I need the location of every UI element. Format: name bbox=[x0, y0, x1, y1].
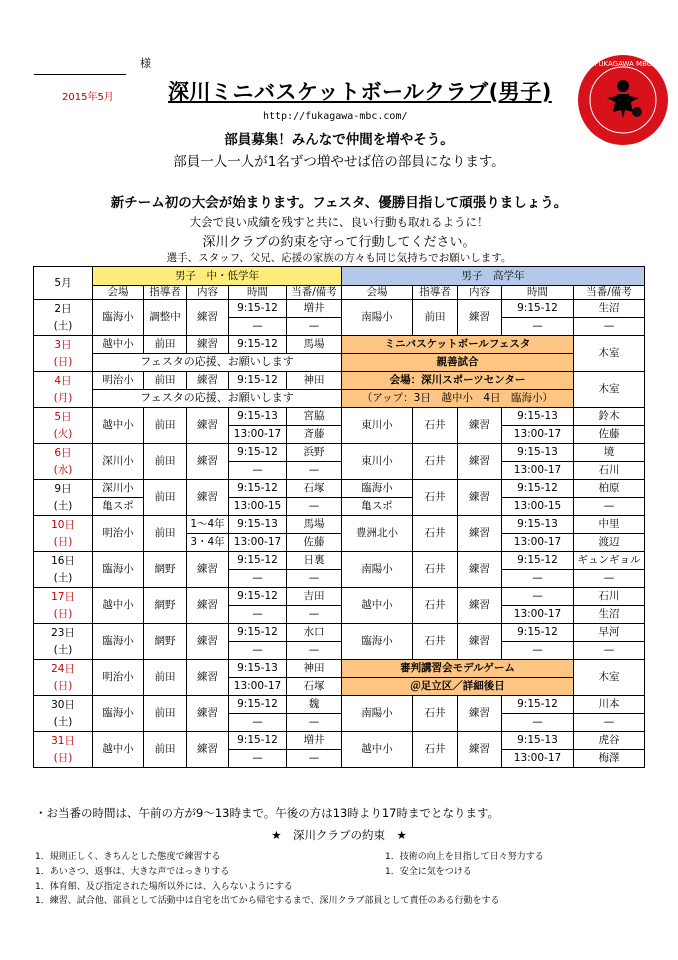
content-cell: 練習 bbox=[458, 552, 502, 588]
duty-cell: 吉田 bbox=[287, 588, 342, 606]
venue-cell: 越中小 bbox=[342, 588, 413, 624]
content-cell: 練習 bbox=[458, 732, 502, 768]
svg-text:FUKAGAWA MBC: FUKAGAWA MBC bbox=[594, 60, 652, 68]
time-cell: 9:15-12 bbox=[502, 696, 574, 714]
content-cell: 練習 bbox=[458, 408, 502, 444]
venue-cell: 越中小 bbox=[93, 732, 144, 768]
time-cell: 9:15-12 bbox=[229, 732, 287, 750]
col-duty-header: 当番/備考 bbox=[287, 286, 342, 300]
venue-cell: 南陽小 bbox=[342, 696, 413, 732]
duty-cell: 生沼 bbox=[574, 300, 645, 318]
addressee-suffix: 様 bbox=[140, 57, 151, 70]
coach-cell: 前田 bbox=[144, 480, 187, 516]
low-grade-header: 男子 中・低学年 bbox=[93, 267, 342, 286]
venue-cell: 明治小 bbox=[93, 660, 144, 696]
rule-item: 1．あいさつ、返事は、大きな声ではっきりする bbox=[35, 867, 230, 877]
content-cell: 練習 bbox=[187, 552, 229, 588]
weekday-cell: (土) bbox=[34, 570, 93, 588]
venue-cell: 東川小 bbox=[342, 444, 413, 480]
coach-cell: 石井 bbox=[413, 696, 458, 732]
time-cell: 13:00-17 bbox=[229, 678, 287, 696]
table-row bbox=[34, 408, 645, 426]
table-row bbox=[34, 624, 645, 642]
col-content-header: 内容 bbox=[458, 286, 502, 300]
time-cell: — bbox=[229, 606, 287, 624]
date-cell: 30日 bbox=[34, 696, 93, 714]
content-cell: 練習 bbox=[187, 408, 229, 444]
event-cell: 親善試合 bbox=[342, 354, 574, 372]
venue-cell: 東川小 bbox=[342, 408, 413, 444]
duty-cell: 増井 bbox=[287, 300, 342, 318]
content-cell: 練習 bbox=[187, 660, 229, 696]
page-title: 深川ミニバスケットボールクラブ(男子) bbox=[168, 80, 552, 104]
time-cell: 13:00-17 bbox=[229, 426, 287, 444]
time-cell: — bbox=[502, 642, 574, 660]
weekday-cell: (火) bbox=[34, 426, 93, 444]
coach-cell: 網野 bbox=[144, 624, 187, 660]
weekday-cell: (日) bbox=[34, 606, 93, 624]
venue-cell: 深川小 bbox=[93, 444, 144, 480]
event-cell: ＠足立区／詳細後日 bbox=[342, 678, 574, 696]
duty-cell: 神田 bbox=[287, 372, 342, 390]
time-cell: 9:15-13 bbox=[229, 660, 287, 678]
venue-cell: 亀スポ bbox=[93, 498, 144, 516]
venue-cell: 越中小 bbox=[93, 588, 144, 624]
time-cell: 13:00-17 bbox=[502, 426, 574, 444]
time-cell: — bbox=[229, 642, 287, 660]
date-cell: 5日 bbox=[34, 408, 93, 426]
duty-cell: 早河 bbox=[574, 624, 645, 642]
duty-cell: 木室 bbox=[574, 660, 645, 696]
duty-cell: 梅澤 bbox=[574, 750, 645, 768]
duty-cell: — bbox=[287, 606, 342, 624]
table-row bbox=[34, 516, 645, 534]
recruit-text: 部員一人一人が1名ずつ増やせば倍の部員になります。 bbox=[173, 154, 505, 170]
time-cell: — bbox=[502, 714, 574, 732]
duty-cell: 川本 bbox=[574, 696, 645, 714]
time-cell: 9:15-12 bbox=[229, 336, 287, 354]
rule-item: 1．安全に気をつける bbox=[385, 867, 472, 877]
time-cell: 13:00-15 bbox=[229, 498, 287, 516]
venue-cell: 越中小 bbox=[93, 408, 144, 444]
duty-cell: 柏原 bbox=[574, 480, 645, 498]
time-cell: — bbox=[229, 570, 287, 588]
intro-text-2: 深川クラブの約束を守って行動してください。 bbox=[202, 235, 476, 250]
date-cell: 4日 bbox=[34, 372, 93, 390]
date-cell: 10日 bbox=[34, 516, 93, 534]
intro-text-1: 大会で良い成績を残すと共に、良い行動も取れるように！ bbox=[189, 215, 489, 229]
duty-cell: — bbox=[287, 642, 342, 660]
venue-cell: 臨海小 bbox=[342, 624, 413, 660]
venue-cell: 亀スポ bbox=[342, 498, 413, 516]
event-cell: ミニバスケットボールフェスタ bbox=[342, 336, 574, 354]
col-duty-header: 当番/備考 bbox=[574, 286, 645, 300]
table-row bbox=[34, 480, 645, 498]
weekday-cell: (日) bbox=[34, 534, 93, 552]
time-cell: 9:15-13 bbox=[502, 516, 574, 534]
time-cell: 9:15-12 bbox=[229, 696, 287, 714]
intro-text-3: 選手、スタッフ、父兄、応援の家族の方々も同じ気持ちでお願いします。 bbox=[166, 252, 512, 264]
duty-cell: — bbox=[287, 570, 342, 588]
duty-cell: 木室 bbox=[574, 372, 645, 408]
coach-cell: 調整中 bbox=[144, 300, 187, 336]
promise-title: ★ 深川クラブの約束 ★ bbox=[271, 828, 407, 842]
table-row bbox=[34, 588, 645, 606]
duty-cell: — bbox=[287, 462, 342, 480]
coach-cell: 石井 bbox=[413, 516, 458, 552]
content-cell: 3・4年 bbox=[187, 534, 229, 552]
venue-cell: 豊洲北小 bbox=[342, 516, 413, 552]
weekday-cell: (日) bbox=[34, 354, 93, 372]
rule-item: 1．技術の向上を目指して日々努力する bbox=[385, 852, 544, 862]
time-cell: 13:00-17 bbox=[229, 534, 287, 552]
coach-cell: 前田 bbox=[144, 732, 187, 768]
coach-cell: 石井 bbox=[413, 408, 458, 444]
low-grade-note: フェスタの応援、お願いします bbox=[93, 354, 342, 372]
time-cell: — bbox=[229, 714, 287, 732]
date-cell: 24日 bbox=[34, 660, 93, 678]
duty-cell: 馬場 bbox=[287, 516, 342, 534]
duty-cell: 魏 bbox=[287, 696, 342, 714]
time-cell: 9:15-12 bbox=[502, 480, 574, 498]
table-row bbox=[34, 444, 645, 462]
col-time-header: 時間 bbox=[229, 286, 287, 300]
duty-cell: 浜野 bbox=[287, 444, 342, 462]
tournament-heading: 新チーム初の大会が始まります。フェスタ、優勝目指して頑張りましょう。 bbox=[110, 195, 568, 211]
coach-cell: 前田 bbox=[144, 336, 187, 354]
duty-cell: 馬場 bbox=[287, 336, 342, 354]
time-cell: 13:00-17 bbox=[502, 606, 574, 624]
content-cell: 練習 bbox=[187, 300, 229, 336]
venue-cell: 臨海小 bbox=[93, 552, 144, 588]
content-cell: 練習 bbox=[187, 372, 229, 390]
table-row bbox=[34, 390, 645, 408]
table-row bbox=[34, 660, 645, 678]
venue-cell: 臨海小 bbox=[93, 624, 144, 660]
duty-cell: 鈴木 bbox=[574, 408, 645, 426]
time-cell: — bbox=[229, 462, 287, 480]
event-cell: 審判講習会モデルゲーム bbox=[342, 660, 574, 678]
coach-cell: 前田 bbox=[144, 696, 187, 732]
duty-cell: 石塚 bbox=[287, 678, 342, 696]
venue-cell: 深川小 bbox=[93, 480, 144, 498]
schedule-table bbox=[33, 266, 645, 768]
duty-cell: — bbox=[574, 714, 645, 732]
duty-cell: 水口 bbox=[287, 624, 342, 642]
coach-cell: 前田 bbox=[144, 372, 187, 390]
time-cell: 9:15-12 bbox=[502, 300, 574, 318]
rule-item: 1．規則正しく、きちんとした態度で練習する bbox=[35, 852, 221, 862]
duty-cell: 佐藤 bbox=[287, 534, 342, 552]
time-cell: 9:15-12 bbox=[502, 552, 574, 570]
coach-cell: 前田 bbox=[413, 300, 458, 336]
time-cell: 9:15-13 bbox=[229, 516, 287, 534]
duty-cell: 石川 bbox=[574, 588, 645, 606]
content-cell: 練習 bbox=[458, 588, 502, 624]
duty-cell: 宮脇 bbox=[287, 408, 342, 426]
table-row bbox=[34, 498, 645, 516]
content-cell: 練習 bbox=[458, 444, 502, 480]
low-grade-note: フェスタの応援、お願いします bbox=[93, 390, 342, 408]
date-cell: 2日 bbox=[34, 300, 93, 318]
coach-cell: 石井 bbox=[413, 552, 458, 588]
col-time-header: 時間 bbox=[502, 286, 574, 300]
duty-cell: — bbox=[574, 498, 645, 516]
time-cell: 13:00-15 bbox=[502, 498, 574, 516]
table-row bbox=[34, 372, 645, 390]
time-cell: 9:15-13 bbox=[502, 444, 574, 462]
date-cell: 9日 bbox=[34, 480, 93, 498]
rule-item: 1．体育館、及び指定された場所以外には、入らないようにする bbox=[35, 882, 293, 892]
recruit-heading: 部員募集！みんなで仲間を増やそう。 bbox=[224, 132, 454, 148]
content-cell: 練習 bbox=[187, 624, 229, 660]
content-cell: 練習 bbox=[458, 300, 502, 336]
time-cell: 9:15-13 bbox=[502, 732, 574, 750]
duty-cell: 石塚 bbox=[287, 480, 342, 498]
event-cell: 会場：深川スポーツセンター bbox=[342, 372, 574, 390]
month-header: 5月 bbox=[34, 267, 93, 300]
venue-cell: 越中小 bbox=[93, 336, 144, 354]
coach-cell: 前田 bbox=[144, 660, 187, 696]
duty-cell: — bbox=[574, 642, 645, 660]
venue-cell: 臨海小 bbox=[342, 480, 413, 498]
coach-cell: 網野 bbox=[144, 588, 187, 624]
duty-cell: — bbox=[287, 318, 342, 336]
time-cell: 9:15-13 bbox=[229, 408, 287, 426]
content-cell: 1〜4年 bbox=[187, 516, 229, 534]
duty-cell: 神田 bbox=[287, 660, 342, 678]
weekday-cell: (土) bbox=[34, 498, 93, 516]
content-cell: 練習 bbox=[187, 444, 229, 480]
col-venue-header: 会場 bbox=[342, 286, 413, 300]
duty-cell: — bbox=[287, 714, 342, 732]
date-cell: 6日 bbox=[34, 444, 93, 462]
coach-cell: 石井 bbox=[413, 480, 458, 516]
coach-cell: 石井 bbox=[413, 588, 458, 624]
date-cell: 17日 bbox=[34, 588, 93, 606]
col-coach-header: 指導者 bbox=[144, 286, 187, 300]
duty-cell: 中里 bbox=[574, 516, 645, 534]
col-venue-header: 会場 bbox=[93, 286, 144, 300]
issue-date: 2015年5月 bbox=[62, 92, 114, 103]
addressee-line bbox=[34, 74, 126, 75]
table-row bbox=[34, 354, 645, 372]
time-cell: 9:15-12 bbox=[502, 624, 574, 642]
duty-cell: ギュンギョル bbox=[574, 552, 645, 570]
content-cell: 練習 bbox=[187, 336, 229, 354]
content-cell: 練習 bbox=[187, 480, 229, 516]
content-cell: 練習 bbox=[187, 588, 229, 624]
time-cell: 9:15-12 bbox=[229, 372, 287, 390]
table-row bbox=[34, 696, 645, 714]
duty-cell: 渡辺 bbox=[574, 534, 645, 552]
table-row bbox=[34, 336, 645, 354]
duty-cell: 生沼 bbox=[574, 606, 645, 624]
time-cell: — bbox=[502, 588, 574, 606]
content-cell: 練習 bbox=[458, 696, 502, 732]
duty-cell: 石川 bbox=[574, 462, 645, 480]
duty-cell: 増井 bbox=[287, 732, 342, 750]
content-cell: 練習 bbox=[187, 696, 229, 732]
table-row bbox=[34, 300, 645, 318]
date-cell: 3日 bbox=[34, 336, 93, 354]
duty-cell: 木室 bbox=[574, 336, 645, 372]
time-cell: 9:15-12 bbox=[229, 624, 287, 642]
venue-cell: 南陽小 bbox=[342, 552, 413, 588]
date-cell: 16日 bbox=[34, 552, 93, 570]
venue-cell: 明治小 bbox=[93, 372, 144, 390]
content-cell: 練習 bbox=[458, 480, 502, 516]
time-cell: — bbox=[502, 570, 574, 588]
high-grade-header: 男子 高学年 bbox=[342, 267, 645, 286]
coach-cell: 石井 bbox=[413, 624, 458, 660]
time-cell: — bbox=[229, 318, 287, 336]
duty-cell: 斉藤 bbox=[287, 426, 342, 444]
club-website-link[interactable]: http://fukagawa-mbc.com/ bbox=[263, 111, 408, 122]
time-cell: 9:15-12 bbox=[229, 480, 287, 498]
venue-cell: 臨海小 bbox=[93, 696, 144, 732]
table-row bbox=[34, 552, 645, 570]
content-cell: 練習 bbox=[458, 516, 502, 552]
date-cell: 23日 bbox=[34, 624, 93, 642]
coach-cell: 石井 bbox=[413, 444, 458, 480]
venue-cell: 明治小 bbox=[93, 516, 144, 552]
duty-cell: 境 bbox=[574, 444, 645, 462]
coach-cell: 網野 bbox=[144, 552, 187, 588]
venue-cell: 越中小 bbox=[342, 732, 413, 768]
table-row bbox=[34, 732, 645, 750]
time-cell: — bbox=[502, 318, 574, 336]
venue-cell: 南陽小 bbox=[342, 300, 413, 336]
duty-cell: — bbox=[287, 750, 342, 768]
time-cell: — bbox=[229, 750, 287, 768]
time-cell: 9:15-12 bbox=[229, 552, 287, 570]
time-cell: 9:15-13 bbox=[502, 408, 574, 426]
coach-cell: 前田 bbox=[144, 444, 187, 480]
coach-cell: 前田 bbox=[144, 408, 187, 444]
weekday-cell: (土) bbox=[34, 318, 93, 336]
coach-cell: 前田 bbox=[144, 516, 187, 552]
duty-cell: 虎谷 bbox=[574, 732, 645, 750]
content-cell: 練習 bbox=[458, 624, 502, 660]
content-cell: 練習 bbox=[187, 732, 229, 768]
time-cell: 9:15-12 bbox=[229, 588, 287, 606]
duty-cell: — bbox=[574, 570, 645, 588]
duty-cell: — bbox=[287, 498, 342, 516]
time-cell: 9:15-12 bbox=[229, 444, 287, 462]
weekday-cell: (月) bbox=[34, 390, 93, 408]
duty-cell: 日裏 bbox=[287, 552, 342, 570]
time-cell: 13:00-17 bbox=[502, 462, 574, 480]
weekday-cell: (日) bbox=[34, 750, 93, 768]
weekday-cell: (水) bbox=[34, 462, 93, 480]
time-cell: 13:00-17 bbox=[502, 534, 574, 552]
duty-cell: — bbox=[574, 318, 645, 336]
venue-cell: 臨海小 bbox=[93, 300, 144, 336]
time-cell: 13:00-17 bbox=[502, 750, 574, 768]
rule-item: 1．練習、試合他、部員として活動中は自宅を出てから帰宅するまで、深川クラブ部員として責任のある行動をする bbox=[35, 896, 500, 906]
date-cell: 31日 bbox=[34, 732, 93, 750]
duty-hours-note: ・お当番の時間は、午前の方が9〜13時まで。午後の方は13時より17時までとなります。 bbox=[35, 806, 500, 820]
weekday-cell: (土) bbox=[34, 714, 93, 732]
weekday-cell: (土) bbox=[34, 642, 93, 660]
event-cell: （アップ：3日 越中小 4日 臨海小） bbox=[342, 390, 574, 408]
duty-cell: 佐藤 bbox=[574, 426, 645, 444]
col-coach-header: 指導者 bbox=[413, 286, 458, 300]
col-content-header: 内容 bbox=[187, 286, 229, 300]
time-cell: 9:15-12 bbox=[229, 300, 287, 318]
weekday-cell: (日) bbox=[34, 678, 93, 696]
coach-cell: 石井 bbox=[413, 732, 458, 768]
